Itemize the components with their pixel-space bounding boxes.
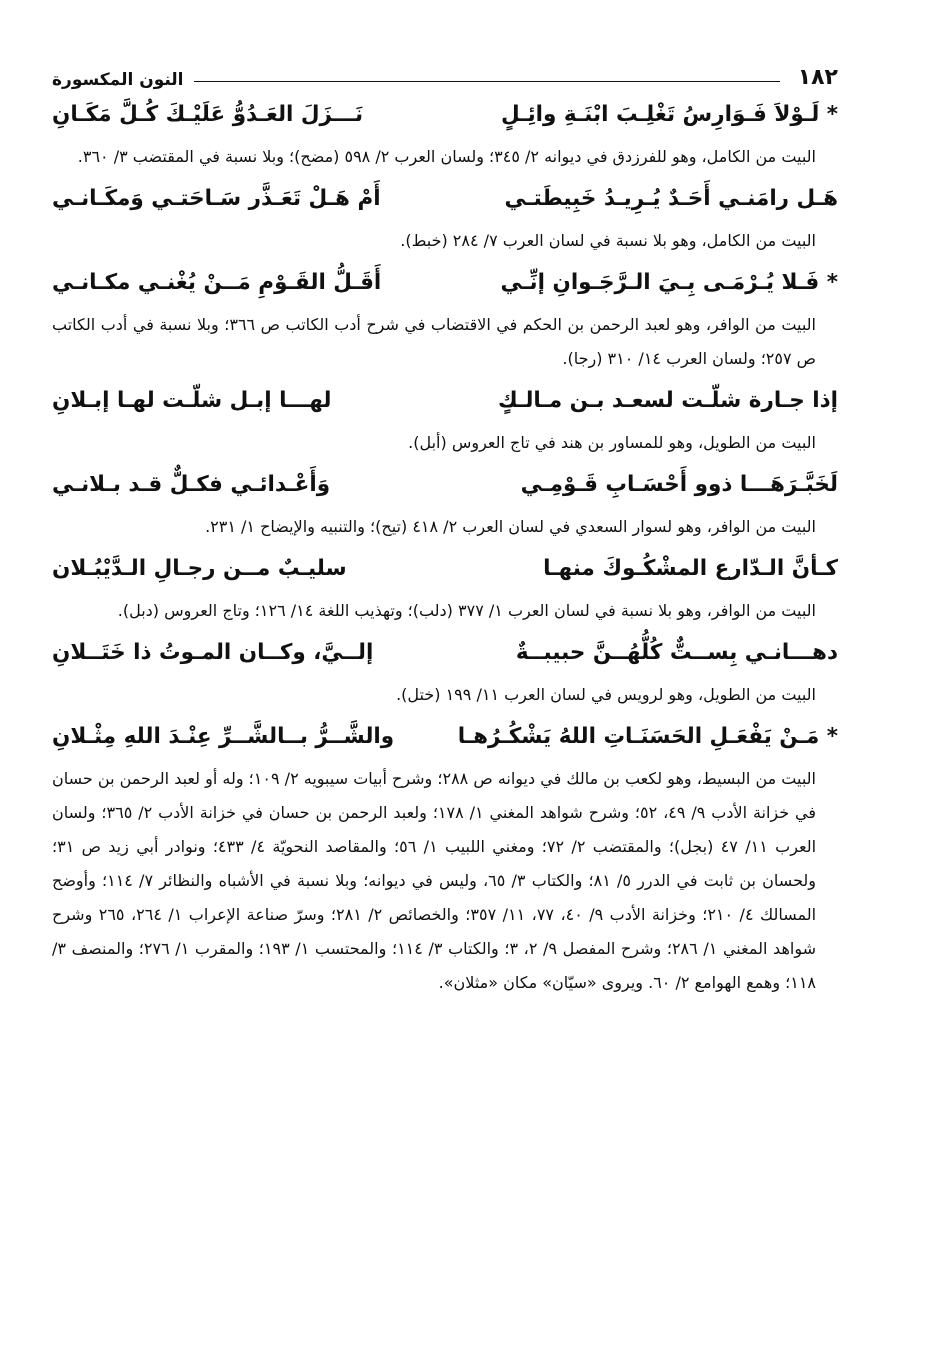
second-hemistich: أَمْ هَـلْ تَعَـذَّر سَـاحَتـي وَمكَـانـي bbox=[52, 186, 381, 211]
second-hemistich: وَأَعْـدائـي فكـلٌّ قـد بـلانـي bbox=[52, 472, 331, 497]
verse-entry bbox=[52, 628, 838, 712]
second-hemistich: لهـــا إبـل شلّـت لهـا إبـلانِ bbox=[52, 388, 332, 413]
chapter-title: النون المكسورة bbox=[52, 70, 184, 90]
second-hemistich: نَـــزَلَ العَـدُوُّ عَلَيْـكَ كُـلَّ مَكَـانِ bbox=[52, 102, 364, 127]
first-hemistich: لَخَبَّـرَهَـــا ذوو أَحْسَـابِ قَـوْمِـي bbox=[520, 472, 838, 497]
verse-entry bbox=[52, 460, 838, 544]
second-hemistich: أَقَـلُّ القَـوْمِ مَــنْ يُغْنـي مكـانـي bbox=[52, 270, 382, 295]
header-rule bbox=[194, 81, 780, 82]
verse-note: البيت من الكامل، وهو بلا نسبة في لسان العرب ٧/ ٢٨٤ (خبط). bbox=[400, 231, 816, 250]
verse-entry bbox=[52, 712, 838, 1000]
verse-line bbox=[52, 174, 838, 224]
second-hemistich: والشَّــرُّ بــالشَّــرِّ عِنْـدَ اللهِ مِثْـلانِ bbox=[52, 724, 395, 749]
verse-note: البيت من الوافر، وهو بلا نسبة في لسان العرب ١/ ٣٧٧ (دلب)؛ وتهذيب اللغة ١٤/ ١٢٦؛ وتاج العروس (دبل). bbox=[117, 601, 816, 620]
page-header bbox=[52, 56, 838, 90]
verse-note: البيت من الكامل، وهو للفرزدق في ديوانه ٢/ ٣٤٥؛ ولسان العرب ٢/ ٥٩٨ (مضح)؛ وبلا نسبة في المقتضب ٣/ ٣٦٠. bbox=[77, 147, 816, 166]
first-hemistich: كـأنَّ الـدّارع المشْكُـوكَ منهـا bbox=[543, 556, 838, 581]
verse-note: البيت من الوافر، وهو لعبد الرحمن بن الحكم في الاقتضاب في شرح أدب الكاتب ص ٣٦٦؛ وبلا نسبة في أدب الكاتب ص ٢٥٧؛ ولسان العرب ١٤/ ٣١٠ (رجا). bbox=[52, 315, 817, 368]
verse-line bbox=[52, 628, 838, 678]
verse-line bbox=[52, 712, 838, 762]
verse-note: البيت من الطويل، وهو للمساور بن هند في تاج العروس (أبل). bbox=[408, 433, 816, 452]
first-hemistich: دهـــانـي بِســتٌّ كُلُّهُــنَّ حبيبــةٌ bbox=[515, 640, 838, 665]
verse-entry bbox=[52, 376, 838, 460]
verse-entry bbox=[52, 174, 838, 258]
first-hemistich: * فَـلا يُـرْمَـى بِـيَ الـرَّجَـوانِ إنِّـي bbox=[500, 270, 838, 295]
verse-entry bbox=[52, 90, 838, 174]
first-hemistich: هَـل رامَنـي أَحَـدٌ يُـرِيـدُ خَبِيطَتـي bbox=[504, 186, 838, 211]
verse-note: البيت من الوافر، وهو لسوار السعدي في لسان العرب ٢/ ٤١٨ (تيح)؛ والتنبيه والإيضاح ١/ ٢٣١. bbox=[205, 517, 816, 536]
verse-note: البيت من البسيط، وهو لكعب بن مالك في ديوانه ص ٢٨٨؛ وشرح أبيات سيبويه ٢/ ١٠٩؛ وله أو لعبد الرحمن بن حسان في خزانة الأدب ٩/ ٤٩، ٥٢؛ وشرح شواهد المغني ١/ ١٧٨؛ ولعبد الرحمن بن حسان في خزانة الأدب ٢/ ٣٦٥؛ ولسان العرب ١١/ ٤٧ (بجل)؛ والمقتضب ٢/ ٧٢؛ ومغني اللبيب ١/ ٥٦؛ والمقاصد النحويّة ٤/ ٤٣٣؛ ونوادر أبي زيد ص ٣١؛ ولحسان بن ثابت في الدرر ٥/ ٨١؛ والكتاب ٣/ ٦٥، وليس في ديوانه؛ وبلا نسبة في الأشباه والنظائر ٧/ ١١٤؛ وأوضح المسالك ٤/ ٢١٠؛ وخزانة الأدب ٩/ ٤٠، ٧٧، ١١/ ٣٥٧؛ والخصائص ٢/ ٢٨١؛ وسرّ صناعة الإعراب ١/ ٢٦٤، ٢٦٥ وشرح شواهد المغني ١/ ٢٨٦؛ وشرح المفصل ٩/ ٢، ٣؛ والكتاب ٣/ ١١٤؛ والمحتسب ١/ ١٩٣؛ والمقرب ١/ ٢٧٦؛ والمنصف ٣/ ١١٨؛ وهمع الهوامع ٢/ ٦٠. ويروى «سيّان» مكان «مثلان». bbox=[52, 769, 817, 992]
verse-entry bbox=[52, 544, 838, 628]
verse-line bbox=[52, 258, 838, 308]
verse-line bbox=[52, 90, 838, 140]
verse-line bbox=[52, 544, 838, 594]
second-hemistich: سليـبٌ مــن رجـالِ الـدَّيْبُـلان bbox=[52, 556, 347, 581]
first-hemistich: إذا جـارة شلّـت لسعـد بـن مـالـكٍ bbox=[497, 388, 838, 413]
verse-entry bbox=[52, 258, 838, 376]
book-page bbox=[52, 56, 838, 1000]
second-hemistich: إلــيَّ، وكــان المـوتُ ذا خَتَــلانِ bbox=[52, 640, 374, 665]
verse-line bbox=[52, 460, 838, 510]
first-hemistich: * لَـوْلاَ فَـوَارِسُ تَغْلِـبَ ابْنَـةِ وائِـلٍ bbox=[501, 102, 838, 127]
first-hemistich: * مَـنْ يَفْعَـلِ الحَسَنَـاتِ اللهُ يَشْكُـرُهـا bbox=[457, 724, 838, 749]
verse-note: البيت من الطويل، وهو لرويس في لسان العرب ١١/ ١٩٩ (ختل). bbox=[396, 685, 816, 704]
verse-line bbox=[52, 376, 838, 426]
page-number: ١٨٢ bbox=[797, 65, 838, 90]
